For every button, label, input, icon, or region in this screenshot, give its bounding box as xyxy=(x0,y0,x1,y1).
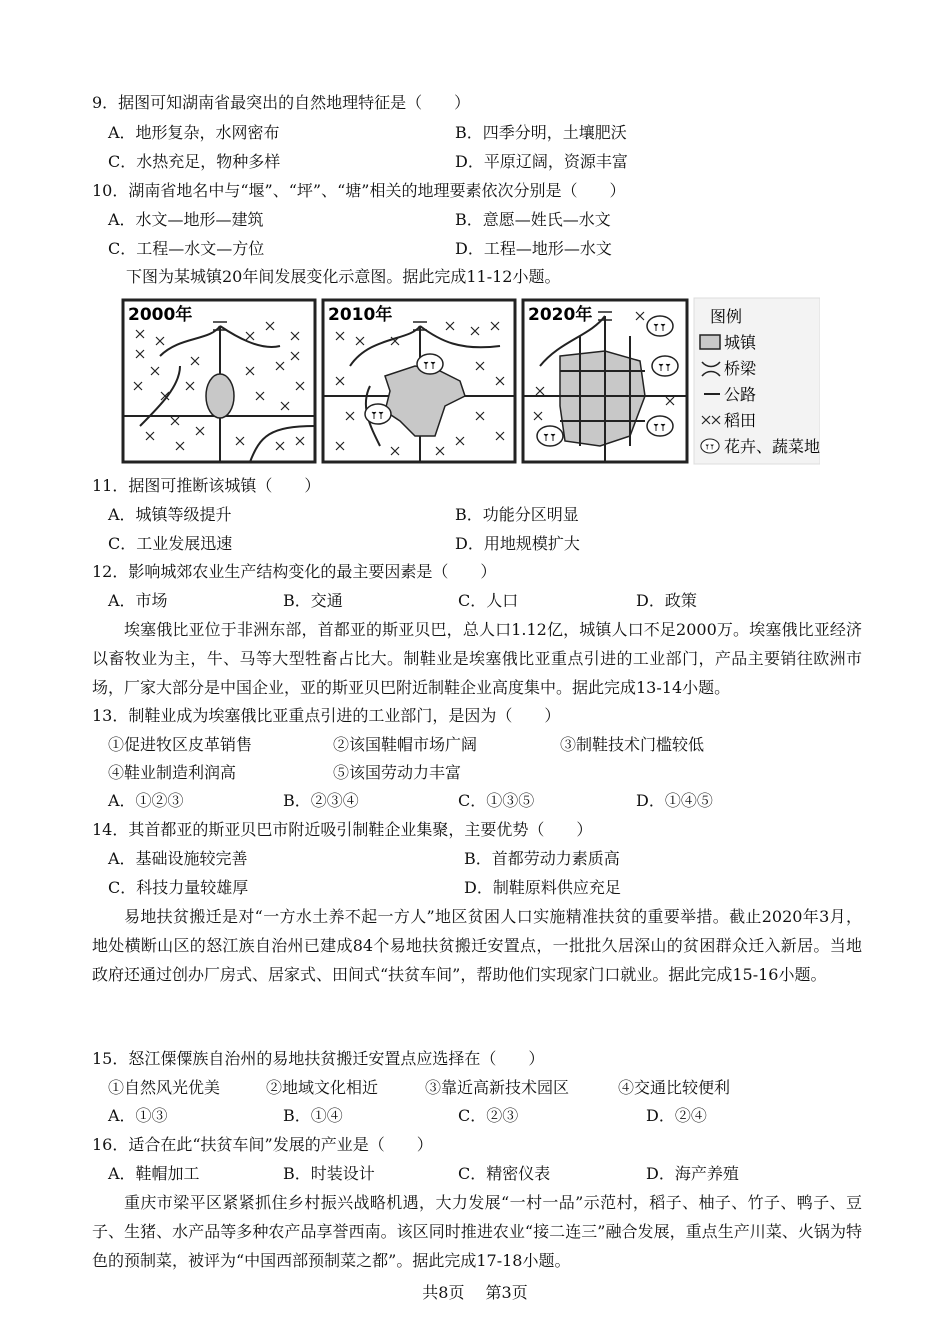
q12-option-c: C．人口 xyxy=(458,591,519,610)
q13-item-5: ⑤该国劳动力丰富 xyxy=(333,763,462,782)
q15-item-4: ④交通比较便利 xyxy=(618,1078,731,1097)
legend-flower-symbol xyxy=(701,439,719,453)
q12-stem: 12．影响城郊农业生产结构变化的最主要因素是（ ） xyxy=(92,562,497,581)
q15-option-b: B．①④ xyxy=(283,1106,343,1125)
q13-option-a: A．①②③ xyxy=(108,791,184,810)
intro-11-12: 下图为某城镇20年间发展变化示意图。据此完成11-12小题。 xyxy=(126,267,561,286)
panel-2020-label: 2020年 xyxy=(528,305,593,325)
q11-stem: 11．据图可推断该城镇（ ） xyxy=(92,476,321,495)
q15-option-a: A．①③ xyxy=(108,1106,168,1125)
q14-option-b: B．首都劳动力素质高 xyxy=(464,849,620,868)
q16-option-c: C．精密仪表 xyxy=(458,1164,551,1183)
q16-stem: 16．适合在此“扶贫车间”发展的产业是（ ） xyxy=(92,1135,433,1154)
q13-stem: 13．制鞋业成为埃塞俄比亚重点引进的工业部门，是因为（ ） xyxy=(92,706,561,725)
legend-town: 城镇 xyxy=(724,333,757,352)
q10-stem: 10．湖南省地名中与“堰”、“坪”、“塘”相关的地理要素依次分别是（ ） xyxy=(92,181,626,200)
q14-stem: 14．其首都亚的斯亚贝巴市附近吸引制鞋企业集聚，主要优势（ ） xyxy=(92,820,593,839)
q13-option-d: D．①④⑤ xyxy=(636,791,713,810)
panel-2020 xyxy=(523,300,687,462)
q13-item-2: ②该国鞋帽市场广阔 xyxy=(333,735,478,754)
q9-option-b: B．四季分明，土壤肥沃 xyxy=(455,123,627,142)
q14-option-d: D．制鞋原料供应充足 xyxy=(464,878,621,897)
q10-option-c: C．工程—水文—方位 xyxy=(108,239,265,258)
q14-option-c: C．科技力量较雄厚 xyxy=(108,878,249,897)
q11-option-d: D．用地规模扩大 xyxy=(455,534,580,553)
legend-title: 图例 xyxy=(710,307,743,326)
q13-item-3: ③制鞋技术门槛较低 xyxy=(560,735,705,754)
footer-current-page: 第3页 xyxy=(485,1283,528,1302)
q13-item-1: ①促进牧区皮革销售 xyxy=(108,735,253,754)
q14-option-a: A．基础设施较完善 xyxy=(108,849,248,868)
q11-option-c: C．工业发展迅速 xyxy=(108,534,233,553)
q15-option-c: C．②③ xyxy=(458,1106,519,1125)
figure-legend xyxy=(694,298,820,464)
panel-2010 xyxy=(323,300,515,462)
q15-item-2: ②地域文化相近 xyxy=(266,1078,379,1097)
q16-option-b: B．时装设计 xyxy=(283,1164,375,1183)
q13-option-b: B．②③④ xyxy=(283,791,359,810)
legend-town-swatch xyxy=(700,335,720,349)
intro-17-18: 重庆市梁平区紧紧抓住乡村振兴战略机遇，大力发展“一村一品”示范村，稻子、柚子、竹子、鸭子、豆子、生猪、水产品等多种农产品享誉西南。该区同时推进农业“接二连三”融合发展，重点生产川菜、火锅为特色的预制菜，被评为“中国西部预制菜之都”。据此完成17-18小题。 xyxy=(92,1193,862,1270)
town-development-figure xyxy=(120,296,820,466)
intro-15-16: 易地扶贫搬迁是对“一方水土养不起一方人”地区贫困人口实施精准扶贫的重要举措。截止2020年3月，地处横断山区的怒江族自治州已建成84个易地扶贫搬迁安置点，一批批久居深山的贫困群众迁入新居。当地政府还通过创办厂房式、居家式、田间式“扶贫车间”，帮助他们实现家门口就业。据此完成15-16小题。 xyxy=(92,907,862,984)
q11-option-b: B．功能分区明显 xyxy=(455,505,579,524)
q16-option-d: D．海产养殖 xyxy=(646,1164,739,1183)
q12-option-d: D．政策 xyxy=(636,591,697,610)
q10-option-d: D．工程—地形—水文 xyxy=(455,239,612,258)
q9-option-c: C．水热充足，物种多样 xyxy=(108,152,281,171)
q15-option-d: D．②④ xyxy=(646,1106,707,1125)
legend-flower: 花卉、蔬菜地 xyxy=(724,437,820,456)
page-footer xyxy=(0,1282,950,1304)
q11-option-a: A．城镇等级提升 xyxy=(108,505,232,524)
legend-bridge: 桥梁 xyxy=(724,359,757,378)
q15-stem: 15．怒江傈僳族自治州的易地扶贫搬迁安置点应选择在（ ） xyxy=(92,1049,545,1068)
q15-item-1: ①自然风光优美 xyxy=(108,1078,221,1097)
panel-2000-label: 2000年 xyxy=(128,305,193,325)
q12-option-b: B．交通 xyxy=(283,591,343,610)
panel-2010-label: 2010年 xyxy=(328,305,393,325)
legend-road: 公路 xyxy=(724,385,757,404)
q9-stem: 9．据图可知湖南省最突出的自然地理特征是（ ） xyxy=(92,93,471,112)
q10-option-b: B．意愿—姓氏—水文 xyxy=(455,210,611,229)
panel-2000 xyxy=(123,300,315,462)
q10-option-a: A．水文—地形—建筑 xyxy=(108,210,264,229)
q15-item-3: ③靠近高新技术园区 xyxy=(425,1078,570,1097)
q9-option-d: D．平原辽阔，资源丰富 xyxy=(455,152,628,171)
q13-item-4: ④鞋业制造利润高 xyxy=(108,763,237,782)
footer-total-pages: 共8页 xyxy=(422,1283,465,1302)
intro-13-14: 埃塞俄比亚位于非洲东部，首都亚的斯亚贝巴，总人口1.12亿，城镇人口不足2000万。埃塞俄比亚经济以畜牧业为主，牛、马等大型牲畜占比大。制鞋业是埃塞俄比亚重点引进的工业部门，产品主要销往欧洲市场，厂家大部分是中国企业，亚的斯亚贝巴附近制鞋企业高度集中。据此完成13-14小题。 xyxy=(92,620,862,697)
q13-option-c: C．①③⑤ xyxy=(458,791,535,810)
q12-option-a: A．市场 xyxy=(108,591,168,610)
q9-option-a: A．地形复杂，水网密布 xyxy=(108,123,280,142)
legend-rice: 稻田 xyxy=(724,411,757,430)
q16-option-a: A．鞋帽加工 xyxy=(108,1164,200,1183)
